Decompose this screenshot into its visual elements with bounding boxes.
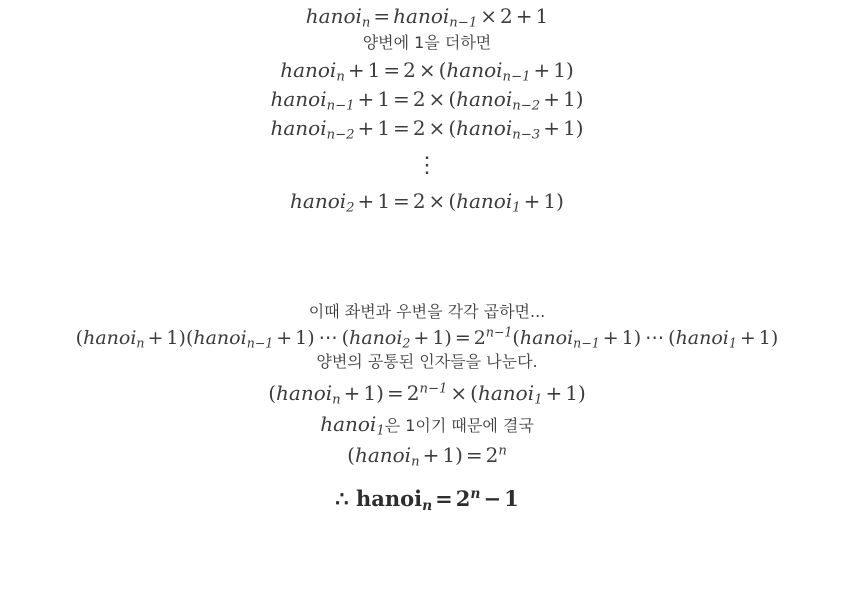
subscript-1: 1	[534, 392, 543, 408]
right-paren: )	[575, 87, 584, 111]
spacer	[0, 466, 854, 488]
number-one: 1	[377, 189, 391, 213]
equals-sign: =	[435, 486, 453, 511]
equals-sign: =	[465, 443, 483, 467]
number-one: 1	[535, 4, 549, 28]
plus-sign: +	[545, 381, 563, 405]
hanoi-token: hanoi	[393, 4, 450, 28]
equals-sign: =	[393, 116, 410, 140]
times-sign: ×	[450, 381, 468, 405]
subscript-n-minus-3: n−3	[512, 127, 541, 143]
exponent-n: n	[470, 485, 481, 502]
left-paren: (	[185, 327, 194, 349]
right-paren: )	[577, 381, 586, 405]
equation-1	[305, 4, 549, 31]
korean-text-add-one: 양변에 1을 더하면	[362, 33, 492, 52]
equals-sign: =	[393, 189, 410, 213]
number-one: 1	[367, 58, 381, 82]
number-one: 1	[553, 58, 566, 82]
left-paren: (	[448, 116, 457, 140]
number-one: 1	[621, 327, 634, 349]
equation-line-2	[0, 58, 854, 85]
right-paren: )	[455, 443, 463, 467]
number-two: 2	[499, 4, 513, 28]
right-paren: )	[178, 327, 186, 349]
number-one: 1	[562, 87, 576, 111]
plus-sign: +	[543, 116, 560, 140]
number-two: 2	[455, 486, 471, 511]
right-paren: )	[444, 327, 452, 349]
equation-6	[75, 324, 779, 351]
spacer	[0, 404, 854, 414]
hanoi-token: hanoi	[290, 189, 347, 213]
right-paren: )	[376, 381, 384, 405]
times-sign: ×	[428, 189, 446, 213]
subscript-n-minus-1: n−1	[449, 15, 478, 31]
equation-line-3	[0, 87, 854, 114]
equals-sign: =	[383, 58, 401, 82]
subscript-n-minus-1: n−1	[573, 335, 600, 351]
plus-sign: +	[147, 327, 164, 349]
left-paren: (	[438, 58, 447, 82]
number-two: 2	[403, 58, 416, 82]
equation-line-8	[0, 443, 854, 470]
subscript-n: n	[332, 392, 341, 408]
plus-sign: +	[357, 87, 375, 111]
right-paren: )	[565, 58, 574, 82]
plus-sign: +	[515, 4, 533, 28]
conclusion-line	[0, 485, 854, 514]
hanoi-token: hanoi	[456, 116, 513, 140]
plus-sign: +	[357, 189, 375, 213]
plus-sign: +	[602, 327, 619, 349]
hanoi-token: hanoi	[446, 58, 503, 82]
hanoi-token: hanoi	[305, 4, 362, 28]
number-one: 1	[377, 87, 391, 111]
times-sign: ×	[418, 58, 436, 82]
hanoi-token: hanoi	[519, 327, 574, 349]
spacer	[0, 266, 854, 304]
number-one: 1	[758, 327, 771, 349]
hanoi-token: hanoi	[675, 327, 729, 349]
hanoi-token: hanoi	[320, 412, 377, 436]
text-line-divide	[0, 354, 854, 371]
hanoi-token: hanoi	[349, 327, 403, 349]
plus-sign: +	[739, 327, 756, 349]
equation-line-7	[0, 381, 854, 408]
hanoi-token: hanoi	[280, 58, 337, 82]
plus-sign: +	[413, 327, 430, 349]
text-line-multiply	[0, 304, 854, 321]
subscript-n: n	[422, 497, 433, 514]
subscript-n-minus-1: n−1	[502, 69, 531, 85]
vdots-symbol: ⋮	[416, 153, 438, 178]
text-line-add-one	[0, 35, 854, 52]
left-paren: (	[75, 327, 84, 349]
subscript-2: 2	[402, 335, 411, 351]
times-sign: ×	[480, 4, 497, 28]
equals-sign: =	[373, 4, 391, 28]
therefore-symbol: ∴	[335, 486, 349, 511]
hanoi-token: hanoi	[355, 486, 423, 511]
equation-8	[347, 443, 507, 470]
number-one: 1	[543, 189, 557, 213]
equation-5	[290, 189, 564, 216]
right-paren: )	[575, 116, 584, 140]
left-paren: (	[448, 189, 457, 213]
number-one: 1	[562, 116, 576, 140]
number-one: 1	[565, 381, 578, 405]
subscript-1: 1	[728, 335, 737, 351]
number-one: 1	[377, 116, 391, 140]
vertical-dots-line	[0, 155, 854, 177]
right-paren: )	[633, 327, 642, 349]
hanoi-token: hanoi	[354, 443, 412, 467]
equation-line-4	[0, 116, 854, 143]
number-one: 1	[504, 486, 519, 511]
exponent-n-minus-1: n−1	[485, 324, 513, 340]
times-sign: ×	[428, 116, 446, 140]
spacer-large	[0, 212, 854, 266]
left-paren: (	[470, 381, 478, 405]
equation-line-1	[0, 4, 854, 31]
equals-sign: =	[386, 381, 404, 405]
number-one: 1	[295, 327, 308, 349]
right-paren: )	[770, 327, 779, 349]
subscript-n: n	[336, 69, 345, 85]
right-paren: )	[307, 327, 315, 349]
hanoi-token: hanoi	[270, 116, 327, 140]
hanoi-token: hanoi	[193, 327, 247, 349]
subscript-1: 1	[376, 423, 385, 439]
korean-text-multiply: 이때 좌변과 우변을 각각 곱하면...	[308, 302, 546, 321]
exponent-n: n	[498, 443, 507, 459]
left-paren: (	[512, 327, 520, 349]
minus-sign: −	[483, 486, 502, 511]
subscript-n-minus-1: n−1	[246, 335, 274, 351]
subscript-n-minus-2: n−2	[326, 127, 355, 143]
times-sign: ×	[428, 87, 446, 111]
plus-sign: +	[276, 327, 293, 349]
number-two: 2	[406, 381, 420, 405]
number-one: 1	[166, 327, 179, 349]
hanoi-token: hanoi	[477, 381, 535, 405]
left-paren: (	[448, 87, 457, 111]
hanoi-token: hanoi	[456, 189, 513, 213]
plus-sign: +	[533, 58, 551, 82]
equation-line-6	[0, 324, 854, 351]
number-one: 1	[363, 381, 377, 405]
plus-sign: +	[543, 87, 560, 111]
cdots-symbol: ⋯	[645, 327, 665, 349]
korean-text-since: 은 1이기 때문에 결국	[384, 416, 534, 435]
equation-7	[268, 381, 586, 408]
hanoi-token: hanoi	[456, 87, 513, 111]
plus-sign: +	[347, 58, 365, 82]
korean-text-divide: 양변의 공통된 인자들을 나눈다.	[316, 352, 538, 371]
number-two: 2	[412, 189, 426, 213]
number-two: 2	[473, 327, 486, 349]
hanoi-token: hanoi	[270, 87, 327, 111]
left-paren: (	[268, 381, 277, 405]
number-two: 2	[485, 443, 499, 467]
hanoi-token: hanoi	[276, 381, 333, 405]
equation-4	[270, 116, 584, 143]
right-paren: )	[556, 189, 564, 213]
left-paren: (	[668, 327, 676, 349]
equals-sign: =	[454, 327, 471, 349]
equation-line-5	[0, 189, 854, 216]
exponent-n-minus-1: n−1	[419, 381, 448, 397]
number-one: 1	[432, 327, 445, 349]
number-two: 2	[412, 116, 426, 140]
subscript-n-minus-2: n−2	[512, 98, 541, 114]
subscript-n: n	[411, 454, 420, 470]
conclusion-equation	[335, 485, 519, 514]
equals-sign: =	[393, 87, 410, 111]
equation-2	[280, 58, 574, 85]
subscript-n-minus-1: n−1	[326, 98, 355, 114]
left-paren: (	[341, 327, 350, 349]
plus-sign: +	[422, 443, 440, 467]
cdots-symbol: ⋯	[318, 327, 338, 349]
plus-sign: +	[523, 189, 541, 213]
subscript-1: 1	[512, 200, 521, 216]
equation-3	[270, 87, 584, 114]
hanoi-token: hanoi	[83, 327, 137, 349]
subscript-2: 2	[346, 200, 355, 216]
subscript-n: n	[136, 335, 145, 351]
text-line-since-hanoi1	[0, 412, 854, 439]
plus-sign: +	[357, 116, 375, 140]
number-two: 2	[412, 87, 426, 111]
hanoi-1-inline	[320, 412, 385, 439]
subscript-n: n	[361, 15, 371, 31]
number-one: 1	[442, 443, 456, 467]
plus-sign: +	[343, 381, 361, 405]
left-paren: (	[347, 443, 355, 467]
